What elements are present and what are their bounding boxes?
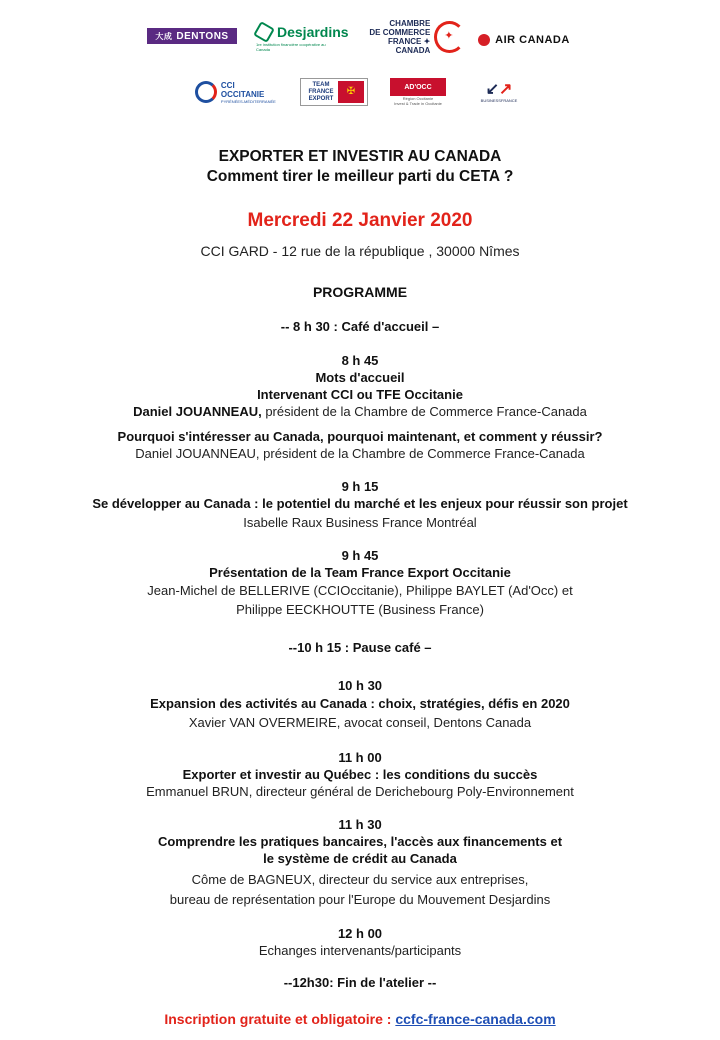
session-title: Comprendre les pratiques bancaires, l'accès aux financements et (157, 834, 563, 849)
session-time: 10 h 30 (337, 678, 383, 693)
session-speaker (0, 403, 720, 420)
session-title: Se développer au Canada : le potentiel du marché et les enjeux pour réussir son projet (92, 496, 628, 511)
speaker-role: président de la Chambre de Commerce France-Canada (261, 404, 587, 419)
desjardins-text: Desjardins (277, 24, 349, 40)
session-time: 11 h 30 (338, 817, 382, 832)
business-france-text: BUSINESSFRANCE (480, 97, 518, 103)
session-speaker: Xavier VAN OVERMEIRE, avocat conseil, Dentons Canada (188, 715, 532, 730)
cci-occitanie-logo (195, 80, 280, 104)
desjardins-hexagon-icon (253, 21, 275, 43)
session-speaker: Emmanuel BRUN, directeur général de Derichebourg Poly-Environnement (146, 784, 574, 799)
pause-line: --10 h 15 : Pause café – (288, 640, 432, 655)
cci-occitanie-sub: PYRÉNÉES-MÉDITERRANÉE (220, 98, 276, 104)
desjardins-logo (256, 22, 349, 54)
speaker-name: Daniel JOUANNEAU, (133, 404, 262, 419)
session-title: Expansion des activités au Canada : choix, stratégies, défis en 2020 (150, 696, 570, 711)
dentons-text: DENTONS (176, 30, 229, 42)
programme-heading: PROGRAMME (312, 284, 408, 300)
air-canada-logo (473, 32, 575, 48)
session-title: Echanges intervenants/participants (258, 943, 462, 958)
session-time: 9 h 15 (341, 479, 379, 494)
session-speaker-label: Intervenant CCI ou TFE Occitanie (257, 387, 463, 402)
business-france-logo (478, 79, 520, 105)
session-time: 8 h 45 (341, 353, 379, 368)
session-title: Présentation de la Team France Export Occitanie (209, 565, 511, 580)
occitanie-cross-icon: ✠ (338, 81, 364, 103)
dentons-logo (147, 28, 237, 44)
session-time: 11 h 00 (338, 750, 382, 765)
adocc-sub2: Invest & Trade in Occitanie (394, 101, 442, 106)
session-speaker: Philippe EECKHOUTTE (Business France) (236, 602, 484, 617)
registration-text: Inscription gratuite et obligatoire : (164, 1011, 396, 1027)
event-date: Mercredi 22 Janvier 2020 (247, 210, 473, 231)
registration-line (0, 1011, 720, 1028)
title-line2: Comment tirer le meilleur parti du CETA ? (206, 168, 514, 185)
team-france-text: TEAM FRANCE EXPORT (308, 81, 334, 102)
ccfc-line2: DE COMMERCE (369, 28, 431, 37)
session-title: Exporter et investir au Québec : les conditions du succès (182, 767, 538, 782)
session-title: Pourquoi s'intéresser au Canada, pourquoi maintenant, et comment y réussir? (117, 429, 603, 444)
session-speaker: bureau de représentation pour l'Europe du Mouvement Desjardins (169, 892, 551, 907)
adocc-text: AD'OCC (390, 78, 446, 96)
session-speaker: Jean-Michel de BELLERIVE (CCIOccitanie), Philippe BAYLET (Ad'Occ) et (147, 583, 573, 598)
maple-leaf-icon (478, 34, 490, 46)
session-title: Mots d'accueil (315, 370, 405, 385)
cci-circle-icon (195, 81, 217, 103)
event-location: CCI GARD - 12 rue de la république , 30000 Nîmes (200, 243, 520, 259)
ccfc-ring-icon: ✦ (434, 21, 465, 53)
business-france-arrows-icon: ↙↗ (485, 80, 513, 98)
session-speaker: Isabelle Raux Business France Montréal (243, 515, 477, 530)
session-time: 9 h 45 (341, 548, 379, 563)
ccfc-logo (355, 18, 465, 56)
team-france-export-logo (300, 78, 368, 106)
desjardins-tagline: 1re institution financière coopérative au Canada (256, 42, 326, 52)
coffee-line: -- 8 h 30 : Café d'accueil – (280, 319, 440, 334)
ccfc-line3: FRANCE ✦ CANADA (388, 37, 431, 55)
ccfc-line1: CHAMBRE (389, 19, 431, 28)
adocc-sub1: Région Occitanie (402, 96, 434, 101)
session-title: le système de crédit au Canada (263, 851, 457, 866)
registration-link[interactable]: ccfc-france-canada.com (395, 1011, 556, 1027)
dentons-mark: 大成 (155, 31, 173, 41)
end-line: --12h30: Fin de l'atelier -- (283, 975, 437, 990)
adocc-logo (389, 78, 447, 106)
session-speaker: Daniel JOUANNEAU, président de la Chambre de Commerce France-Canada (135, 446, 585, 461)
session-speaker: Côme de BAGNEUX, directeur du service aux entreprises, (191, 872, 529, 887)
cci-occitanie-text: CCI OCCITANIE (220, 80, 265, 99)
title-line1: EXPORTER ET INVESTIR AU CANADA (218, 148, 502, 165)
air-canada-text: AIR CANADA (495, 34, 570, 46)
session-time: 12 h 00 (337, 926, 383, 941)
